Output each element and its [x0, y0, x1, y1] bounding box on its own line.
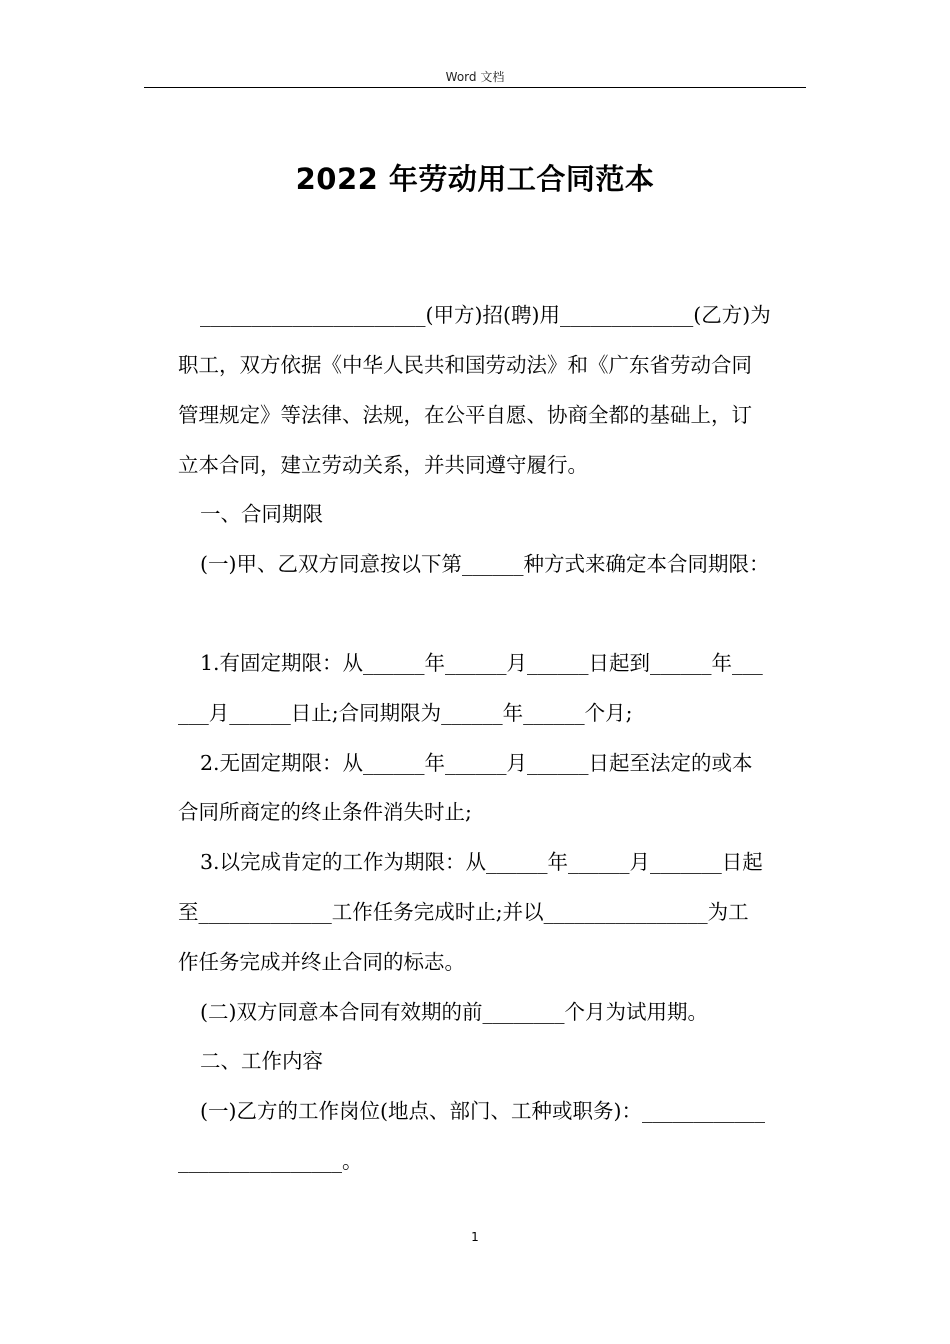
- paragraph-line: (一)甲、乙双方同意按以下第______种方式来确定本合同期限：: [200, 552, 770, 576]
- header-divider: [144, 87, 806, 88]
- document-title: 2022 年劳动用工合同范本: [295, 162, 655, 196]
- paragraph-line: ______________________(甲方)招(聘)用_____________(乙方)为: [200, 303, 771, 327]
- paragraph-line: (一)乙方的工作岗位(地点、部门、工种或职务)：____________: [200, 1099, 765, 1123]
- paragraph-line: 3.以完成肯定的工作为期限：从______年______月_______日起: [200, 850, 763, 874]
- paragraph-line: 2.无固定期限：从______年______月______日起至法定的或本: [200, 751, 753, 775]
- section-heading: 二、工作内容: [200, 1049, 323, 1073]
- paragraph-line: 1.有固定期限：从______年______月______日起到______年___: [200, 651, 763, 675]
- paragraph-line: 立本合同，建立劳动关系，并共同遵守履行。: [178, 453, 588, 477]
- paragraph-line: 至_____________工作任务完成时止;并以________________为工: [178, 900, 749, 924]
- paragraph-line: (二)双方同意本合同有效期的前________个月为试用期。: [200, 1000, 708, 1024]
- paragraph-line: 管理规定》等法律、法规，在公平自愿、协商全都的基础上，订: [178, 403, 752, 427]
- paragraph-line: 合同所商定的终止条件消失时止;: [178, 800, 472, 824]
- paragraph-line: ___月______日止;合同期限为______年______个月;: [178, 701, 633, 725]
- paragraph-line: ________________。: [178, 1149, 363, 1173]
- document-header-label: Word 文档: [445, 70, 505, 84]
- paragraph-line: 职工，双方依据《中华人民共和国劳动法》和《广东省劳动合同: [178, 353, 752, 377]
- paragraph-line: 作任务完成并终止合同的标志。: [178, 950, 465, 974]
- page-number: 1: [471, 1230, 479, 1244]
- section-heading: 一、合同期限: [200, 502, 323, 526]
